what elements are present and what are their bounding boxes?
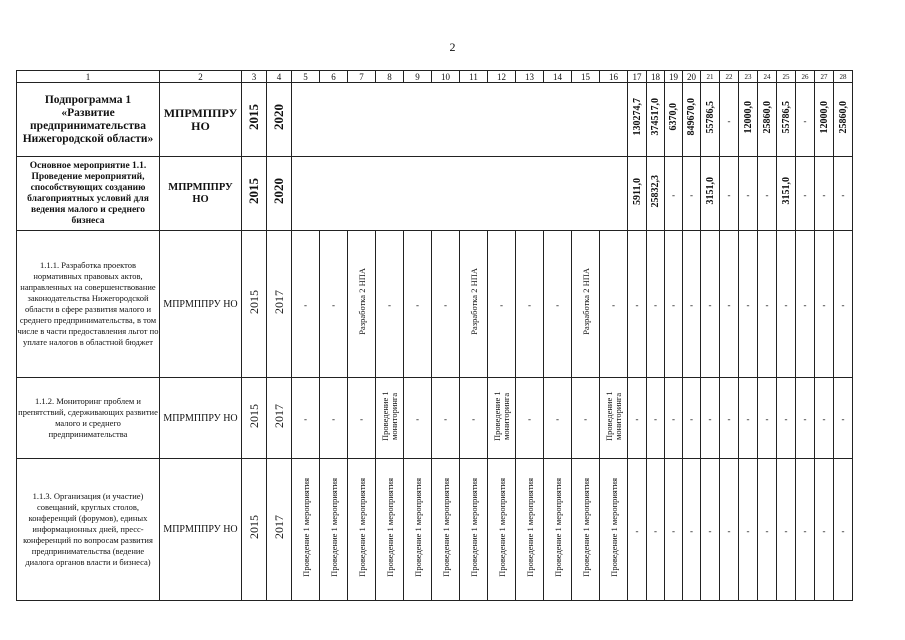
event-text: Проведение 1 мониторинга — [491, 390, 511, 441]
event-text: Проведение 1 мониторинга — [379, 390, 399, 441]
value-text: 12000,0 — [742, 100, 754, 134]
header-row — [17, 71, 853, 83]
event-text: Проведение 1 мероприятия — [468, 477, 479, 577]
value-dash: - — [727, 414, 731, 424]
event-dash: - — [528, 300, 531, 310]
event-cell — [544, 378, 572, 459]
value-cell — [647, 157, 665, 231]
end-year-text: 2020 — [271, 104, 286, 130]
column-number: 4 — [267, 71, 292, 83]
value-text: 374517,0 — [650, 98, 661, 136]
value-dash: - — [822, 300, 826, 310]
event-cell — [292, 231, 320, 378]
value-dash: - — [822, 189, 826, 200]
event-cell — [376, 231, 404, 378]
value-cell — [647, 231, 665, 378]
value-dash: - — [765, 189, 769, 200]
event-dash: - — [612, 300, 615, 310]
value-cell — [815, 378, 834, 459]
start-year — [242, 157, 267, 231]
activity-name: 1.1.3. Организация (и участие) совещаний, круглых столов, конференций (форумов), единых информационных дней, пресс-конференций по вопросам развития предпринимательства (ведение диалога органов власти и бизнеса) — [17, 459, 160, 601]
column-number: 6 — [320, 71, 348, 83]
value-dash: - — [708, 525, 712, 536]
value-dash: - — [727, 189, 731, 200]
column-number: 20 — [683, 71, 701, 83]
executor: МПРМППРУ НО — [160, 459, 242, 601]
event-dash: - — [416, 300, 419, 310]
value-cell — [683, 459, 701, 601]
value-cell — [758, 231, 777, 378]
start-year — [242, 459, 267, 601]
activity-name: 1.1.1. Разработка проектов нормативных правовых актов, направленных на совершенствование законодательства Нижегородской области в сфере развития малого и среднего предпринимательства, в том числе в части предоставления льгот по уплате налогов в областной бюджет — [17, 231, 160, 378]
event-cell — [572, 231, 600, 378]
start-year-text: 2015 — [246, 403, 261, 428]
executor: МПРМППРУ НО — [160, 378, 242, 459]
value-cell — [720, 231, 739, 378]
value-cell — [834, 459, 853, 601]
value-text: 12000,0 — [818, 100, 830, 134]
event-dash: - — [444, 414, 447, 424]
end-year-text: 2020 — [271, 178, 286, 204]
column-number: 8 — [376, 71, 404, 83]
value-cell — [739, 378, 758, 459]
value-dash: - — [690, 189, 693, 200]
value-text: 3151,0 — [780, 177, 792, 205]
event-text: Проведение 1 мероприятия — [496, 477, 507, 577]
event-text: Проведение 1 мероприятия — [524, 477, 535, 577]
value-cell — [701, 459, 720, 601]
column-number: 28 — [834, 71, 853, 83]
event-dash: - — [388, 300, 391, 310]
value-dash: - — [746, 414, 750, 424]
event-cell — [292, 459, 320, 601]
value-text: 55786,5 — [704, 100, 716, 134]
start-year — [242, 231, 267, 378]
event-cell — [320, 459, 348, 601]
value-cell — [815, 157, 834, 231]
value-dash: - — [746, 300, 750, 310]
start-year-text: 2015 — [246, 104, 261, 130]
value-text: 130274,7 — [631, 98, 643, 136]
value-text: 55786,5 — [780, 100, 792, 134]
event-dash: - — [332, 414, 335, 424]
value-cell — [796, 157, 815, 231]
value-cell — [628, 378, 647, 459]
event-text: Проведение 1 мероприятия — [384, 477, 395, 577]
value-cell — [834, 378, 853, 459]
event-dash: - — [472, 414, 475, 424]
value-cell — [758, 459, 777, 601]
value-dash: - — [841, 300, 845, 310]
event-cell — [460, 231, 488, 378]
event-cell — [516, 231, 544, 378]
value-cell — [665, 83, 683, 157]
start-year-text: 2015 — [246, 515, 261, 539]
end-year-text: 2017 — [271, 515, 286, 539]
value-text: 3151,0 — [704, 177, 716, 205]
end-year — [267, 83, 292, 157]
value-cell — [628, 231, 647, 378]
activity-name: Основное мероприятие 1.1. Проведение мероприятий, способствующих созданию благоприятных условий для ведения малого и среднего бизнеса — [17, 157, 160, 231]
event-dash: - — [556, 300, 559, 310]
event-dash: - — [304, 300, 307, 310]
value-dash: - — [672, 414, 675, 424]
event-cell — [488, 378, 516, 459]
event-dash: - — [500, 300, 503, 310]
event-dash: - — [360, 414, 363, 424]
end-year — [267, 157, 292, 231]
event-text: Проведение 1 мероприятия — [328, 477, 339, 577]
event-cell — [572, 378, 600, 459]
column-number: 3 — [242, 71, 267, 83]
value-dash: - — [803, 525, 807, 536]
end-year — [267, 231, 292, 378]
event-cell — [544, 459, 572, 601]
value-cell — [834, 157, 853, 231]
event-cells-empty — [292, 157, 628, 231]
column-number: 2 — [160, 71, 242, 83]
start-year-text: 2015 — [246, 178, 261, 204]
column-number: 23 — [739, 71, 758, 83]
event-cell — [404, 378, 432, 459]
table-row — [17, 83, 853, 157]
value-dash: - — [784, 525, 788, 536]
value-cell — [683, 157, 701, 231]
value-dash: - — [708, 414, 712, 424]
value-cell — [739, 157, 758, 231]
value-cell — [834, 83, 853, 157]
event-cell — [572, 459, 600, 601]
column-number: 13 — [516, 71, 544, 83]
event-cell — [376, 459, 404, 601]
value-dash: - — [727, 300, 731, 310]
value-cell — [777, 83, 796, 157]
column-number: 1 — [17, 71, 160, 83]
column-number: 16 — [600, 71, 628, 83]
column-number: 11 — [460, 71, 488, 83]
end-year-text: 2017 — [271, 289, 286, 314]
value-cell — [665, 459, 683, 601]
value-dash: - — [635, 525, 639, 536]
value-dash: - — [672, 525, 675, 536]
event-dash: - — [528, 414, 531, 424]
value-dash: - — [803, 189, 807, 200]
value-cell — [683, 83, 701, 157]
event-cell — [460, 459, 488, 601]
event-cell — [488, 231, 516, 378]
event-text: Проведение 1 мероприятия — [440, 477, 451, 577]
executor: МПРМППРУ НО — [160, 231, 242, 378]
event-text: Проведение 1 мероприятия — [552, 477, 563, 577]
event-cell — [516, 459, 544, 601]
event-dash: - — [444, 300, 447, 310]
event-cell — [348, 231, 376, 378]
event-dash: - — [332, 300, 335, 310]
value-cell — [796, 378, 815, 459]
activity-name: 1.1.2. Мониторинг проблем и препятствий, сдерживающих развитие малого и среднего предпринимательства — [17, 378, 160, 459]
value-cell — [815, 231, 834, 378]
event-cells-empty — [292, 83, 628, 157]
value-dash: - — [690, 414, 693, 424]
activity-name: Подпрограмма 1 «Развитие предпринимательства Нижегородской области» — [17, 83, 160, 157]
event-text: Разработка 2 НПА — [580, 268, 591, 335]
value-dash: - — [765, 300, 769, 310]
value-cell — [701, 83, 720, 157]
value-text: 25832,3 — [650, 174, 661, 208]
event-cell — [600, 459, 628, 601]
column-number: 10 — [432, 71, 460, 83]
event-cell — [320, 378, 348, 459]
value-dash: - — [690, 300, 693, 310]
event-dash: - — [556, 414, 559, 424]
value-dash: - — [822, 414, 826, 424]
column-number: 21 — [701, 71, 720, 83]
event-cell — [348, 378, 376, 459]
value-cell — [777, 231, 796, 378]
table-row — [17, 378, 853, 459]
value-cell — [665, 157, 683, 231]
value-text: 5911,0 — [631, 177, 643, 205]
event-cell — [404, 459, 432, 601]
event-cell — [516, 378, 544, 459]
event-cell — [544, 231, 572, 378]
value-dash: - — [746, 189, 750, 200]
value-cell — [720, 378, 739, 459]
value-dash: - — [635, 414, 639, 424]
value-cell — [683, 378, 701, 459]
column-number: 18 — [647, 71, 665, 83]
value-dash: - — [727, 115, 731, 126]
value-dash: - — [727, 525, 731, 536]
value-dash: - — [672, 189, 675, 200]
event-text: Разработка 2 НПА — [468, 268, 479, 335]
event-cell — [432, 459, 460, 601]
column-number: 5 — [292, 71, 320, 83]
value-cell — [815, 459, 834, 601]
value-cell — [683, 231, 701, 378]
column-number: 7 — [348, 71, 376, 83]
value-cell — [758, 83, 777, 157]
value-cell — [665, 231, 683, 378]
event-text: Проведение 1 мероприятия — [580, 477, 591, 577]
value-cell — [796, 231, 815, 378]
value-dash: - — [841, 189, 845, 200]
value-dash: - — [635, 300, 639, 310]
program-table — [16, 70, 853, 601]
value-dash: - — [784, 414, 788, 424]
value-dash: - — [654, 414, 657, 424]
event-cell — [348, 459, 376, 601]
start-year — [242, 378, 267, 459]
value-dash: - — [708, 300, 712, 310]
end-year-text: 2017 — [271, 403, 286, 428]
event-cell — [600, 231, 628, 378]
event-cell — [320, 231, 348, 378]
value-cell — [720, 83, 739, 157]
value-cell — [758, 378, 777, 459]
value-cell — [628, 157, 647, 231]
value-cell — [701, 378, 720, 459]
value-dash: - — [654, 525, 657, 536]
value-dash: - — [784, 300, 788, 310]
event-cell — [600, 378, 628, 459]
value-cell — [777, 459, 796, 601]
value-cell — [701, 231, 720, 378]
column-number: 17 — [628, 71, 647, 83]
value-dash: - — [803, 300, 807, 310]
value-cell — [739, 231, 758, 378]
column-number: 12 — [488, 71, 516, 83]
executor: МПРМППРУ НО — [160, 157, 242, 231]
event-cell — [432, 378, 460, 459]
column-number: 22 — [720, 71, 739, 83]
value-cell — [796, 459, 815, 601]
value-text: 849670,0 — [686, 98, 697, 136]
value-cell — [665, 378, 683, 459]
value-cell — [777, 157, 796, 231]
value-dash: - — [841, 414, 845, 424]
value-cell — [628, 83, 647, 157]
value-cell — [628, 459, 647, 601]
event-dash: - — [416, 414, 419, 424]
value-cell — [720, 157, 739, 231]
value-dash: - — [654, 300, 657, 310]
column-number: 27 — [815, 71, 834, 83]
end-year — [267, 459, 292, 601]
value-dash: - — [746, 525, 750, 536]
value-cell — [647, 378, 665, 459]
column-number: 25 — [777, 71, 796, 83]
event-dash: - — [304, 414, 307, 424]
event-text: Проведение 1 мероприятия — [356, 477, 367, 577]
value-cell — [647, 459, 665, 601]
start-year — [242, 83, 267, 157]
column-number: 24 — [758, 71, 777, 83]
value-cell — [758, 157, 777, 231]
value-text: 25860,0 — [837, 100, 849, 134]
value-cell — [796, 83, 815, 157]
column-number: 19 — [665, 71, 683, 83]
event-cell — [404, 231, 432, 378]
value-cell — [777, 378, 796, 459]
value-dash: - — [765, 414, 769, 424]
value-text: 25860,0 — [761, 100, 773, 134]
event-text: Проведение 1 мониторинга — [603, 390, 623, 441]
table-row — [17, 459, 853, 601]
event-text: Проведение 1 мероприятия — [300, 477, 311, 577]
event-text: Проведение 1 мероприятия — [412, 477, 423, 577]
end-year — [267, 378, 292, 459]
event-text: Разработка 2 НПА — [356, 268, 367, 335]
value-cell — [739, 459, 758, 601]
value-text: 6370,0 — [668, 103, 679, 131]
column-number: 14 — [544, 71, 572, 83]
event-cell — [292, 378, 320, 459]
value-cell — [739, 83, 758, 157]
value-cell — [647, 83, 665, 157]
column-number: 26 — [796, 71, 815, 83]
value-cell — [834, 231, 853, 378]
table-row — [17, 231, 853, 378]
value-dash: - — [822, 525, 826, 536]
event-cell — [376, 378, 404, 459]
table-row — [17, 157, 853, 231]
value-dash: - — [690, 525, 693, 536]
value-cell — [720, 459, 739, 601]
event-cell — [432, 231, 460, 378]
value-dash: - — [803, 115, 807, 126]
event-cell — [488, 459, 516, 601]
column-number: 15 — [572, 71, 600, 83]
value-dash: - — [672, 300, 675, 310]
value-dash: - — [765, 525, 769, 536]
value-dash: - — [841, 525, 845, 536]
start-year-text: 2015 — [246, 289, 261, 314]
event-cell — [460, 378, 488, 459]
value-cell — [815, 83, 834, 157]
value-cell — [701, 157, 720, 231]
event-dash: - — [584, 414, 587, 424]
event-text: Проведение 1 мероприятия — [608, 477, 619, 577]
page-number: 2 — [449, 40, 456, 54]
value-dash: - — [803, 414, 807, 424]
executor: МПРМППРУ НО — [160, 83, 242, 157]
column-number: 9 — [404, 71, 432, 83]
